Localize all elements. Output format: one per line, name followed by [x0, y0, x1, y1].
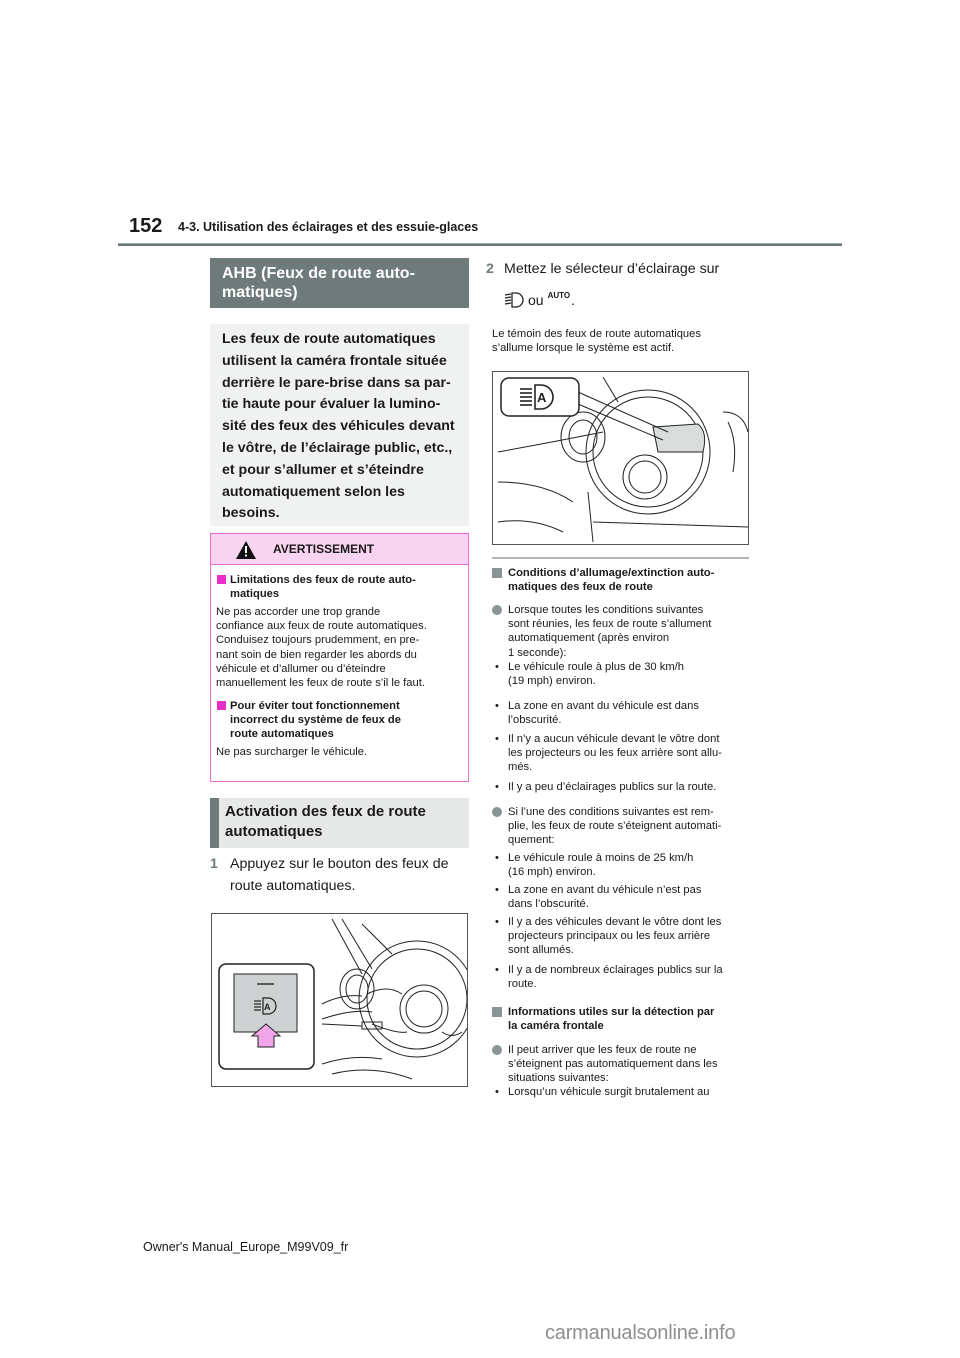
bullet-line: Lorsque toutes les conditions suivantes	[508, 604, 704, 616]
warning-text-line: confiance aux feux de route automatiques.	[216, 620, 427, 633]
note-line: s’allume lorsque le système est actif.	[492, 342, 675, 355]
subsection-title-line: Activation des feux de route	[225, 803, 426, 820]
chapter-title: 4-3. Utilisation des éclairages et des essuie-glaces	[178, 220, 479, 234]
gray-circle-icon	[492, 807, 502, 817]
intro-line: le vôtre, de l’éclairage public, etc.,	[222, 439, 453, 456]
list-item: • La zone en avant du véhicule n’est pas dans l’obscurité.	[492, 883, 758, 911]
bullet-line: Il peut arriver que les feux de route ne	[508, 1044, 697, 1056]
camera-info-heading	[492, 1005, 756, 1033]
warning-text-line: Ne pas accorder une trop grande	[216, 606, 381, 618]
item-line: Il y a peu d’éclairages publics sur la route.	[508, 781, 717, 793]
warning-triangle-icon	[236, 541, 256, 559]
intro-line: utilisent la caméra frontale située	[222, 352, 447, 369]
item-line: projecteurs principaux ou les feux arrière	[508, 930, 711, 943]
warning-text-line: manuellement les feux de route s’il le faut.	[216, 677, 425, 690]
section-title-line: AHB (Feux de route auto-	[222, 265, 415, 282]
bullet-line: Si l’une des conditions suivantes est rem-	[508, 806, 714, 818]
item-line: (16 mph) environ.	[508, 866, 596, 879]
item-line: les projecteurs ou les feux arrière sont allu-	[508, 747, 722, 760]
warning-subheading-line: Limitations des feux de route auto-	[230, 574, 416, 586]
step-1	[210, 853, 472, 897]
intro-line: besoins.	[222, 505, 280, 522]
intro-line: sité des feux des véhicules devant	[222, 418, 455, 435]
bullet-line: sont réunies, les feux de route s’allument	[508, 618, 712, 631]
bullet-line: quement:	[508, 834, 555, 847]
on-conditions-bullet	[492, 603, 758, 660]
warning-text-line: véhicule et d’allumer ou d’éteindre	[216, 662, 386, 675]
intro-line: tie haute pour évaluer la lumino-	[222, 396, 441, 413]
gray-square-icon	[492, 568, 502, 578]
step-text-line: Appuyez sur le bouton des feux de	[230, 856, 449, 872]
item-line: Il y a de nombreux éclairages publics sur la	[508, 964, 723, 976]
subsection-title	[210, 798, 469, 848]
item-line: Il n’y a aucun véhicule devant le vôtre dont	[508, 733, 720, 745]
auto-high-beam-indicator-illustration	[492, 371, 749, 545]
list-item: • Il n’y a aucun véhicule devant le vôtre dont les projecteurs ou les feux arrière sont allu- més.	[492, 732, 758, 775]
section-divider	[492, 557, 749, 559]
bullet-line: plie, les feux de route s’éteignent automati-	[508, 820, 722, 833]
step-text-line: route automatiques.	[230, 878, 356, 894]
gray-square-icon	[492, 1007, 502, 1017]
bullet-line: automatiquement (après environ	[508, 632, 670, 645]
headlight-icon	[504, 292, 524, 308]
auto-high-beam-button-illustration	[211, 913, 468, 1087]
camera-info-bullet	[492, 1043, 758, 1086]
warning-label: AVERTISSEMENT	[273, 542, 375, 556]
step-number: 1	[210, 856, 218, 872]
item-line: Il y a des véhicules devant le vôtre dont les	[508, 916, 722, 928]
auto-label: AUTO	[547, 291, 571, 300]
header-divider	[118, 243, 842, 246]
warning-text-line: nant soin de bien regarder les abords du	[216, 648, 417, 661]
note-line: Le témoin des feux de route automatiques	[492, 328, 701, 340]
selector-positions	[504, 289, 756, 311]
intro-box	[210, 324, 469, 526]
intro-line: derrière le pare-brise dans sa par-	[222, 374, 451, 391]
heading-line: Conditions d’allumage/extinction auto-	[508, 567, 715, 579]
item-line: (19 mph) environ.	[508, 675, 596, 688]
intro-line: automatiquement selon les	[222, 483, 405, 500]
conditions-heading	[492, 566, 756, 594]
warning-subheading-line: route automatiques	[230, 728, 334, 741]
warning-subheading-line: matiques	[230, 588, 280, 600]
warning-text-line: Conduisez toujours prudemment, en pre-	[216, 634, 420, 647]
watermark-link[interactable]: carmanualsonline.info	[545, 1322, 736, 1344]
warning-subheading	[216, 573, 460, 601]
intro-line: Les feux de route automatiques	[222, 331, 436, 347]
steering-wheel-indicator-drawing	[493, 372, 749, 545]
item-line: Le véhicule roule à plus de 30 km/h	[508, 661, 685, 673]
indicator-note	[492, 327, 754, 355]
gray-circle-icon	[492, 605, 502, 615]
item-line: Lorsqu’un véhicule surgit brutalement au	[508, 1086, 710, 1098]
subsection-title-line: automatiques	[225, 823, 323, 840]
bullet-line: 1 seconde):	[508, 646, 567, 659]
manual-id: Owner's Manual_Europe_M99V09_fr	[143, 1240, 349, 1254]
list-item: • Lorsqu’un véhicule surgit brutalement au	[492, 1085, 758, 1099]
item-line: Le véhicule roule à moins de 25 km/h	[508, 852, 694, 864]
dashboard-button-drawing	[212, 914, 468, 1087]
warning-subheading-line: Pour éviter tout fonctionnement	[230, 700, 400, 713]
list-item: • Il y a de nombreux éclairages publics sur la route.	[492, 963, 758, 991]
step-text-line: Mettez le sélecteur d’éclairage sur	[504, 261, 720, 277]
bullet-line: s’éteignent pas automatiquement dans les	[508, 1058, 718, 1071]
item-line: route.	[508, 978, 537, 991]
list-item: • Le véhicule roule à moins de 25 km/h (16 mph) environ.	[492, 851, 758, 879]
heading-line: matiques des feux de route	[508, 581, 653, 594]
item-line: l’obscurité.	[508, 714, 562, 727]
list-item: • Il y a peu d’éclairages publics sur la route.	[492, 780, 758, 794]
intro-line: et pour s’allumer et s’éteindre	[222, 461, 424, 478]
gray-circle-icon	[492, 1045, 502, 1055]
item-line: La zone en avant du véhicule n’est pas	[508, 884, 702, 896]
warning-box	[210, 533, 469, 782]
warning-header	[211, 534, 468, 565]
step-number: 2	[486, 261, 494, 277]
off-conditions-bullet	[492, 805, 758, 848]
svg-text:A: A	[537, 390, 547, 405]
heading-line: la caméra frontale	[508, 1020, 604, 1033]
warning-subheading	[216, 699, 460, 741]
item-line: dans l’obscurité.	[508, 898, 589, 911]
warning-text-line: Ne pas surcharger le véhicule.	[216, 746, 368, 759]
list-item: • Il y a des véhicules devant le vôtre dont les projecteurs principaux ou les feux arrière sont allumés.	[492, 915, 758, 958]
svg-text:A: A	[264, 1002, 271, 1012]
magenta-square-icon	[217, 575, 226, 584]
page-number: 152	[129, 215, 163, 237]
section-title-box	[210, 258, 469, 308]
section-title-line: matiques)	[222, 284, 298, 301]
list-item: • Le véhicule roule à plus de 30 km/h (19 mph) environ.	[492, 660, 758, 688]
bullet-line: situations suivantes:	[508, 1072, 609, 1085]
list-item: • La zone en avant du véhicule est dans l’obscurité.	[492, 699, 758, 727]
period: .	[571, 292, 575, 308]
step-2	[486, 258, 756, 311]
item-line: sont allumés.	[508, 944, 574, 957]
warning-text	[216, 605, 460, 690]
item-line: més.	[508, 761, 533, 774]
or-text: ou	[528, 292, 544, 308]
heading-line: Informations utiles sur la détection par	[508, 1006, 715, 1018]
warning-text	[216, 745, 460, 759]
item-line: La zone en avant du véhicule est dans	[508, 700, 699, 712]
magenta-square-icon	[217, 701, 226, 710]
warning-subheading-line: incorrect du système de feux de	[230, 714, 401, 727]
